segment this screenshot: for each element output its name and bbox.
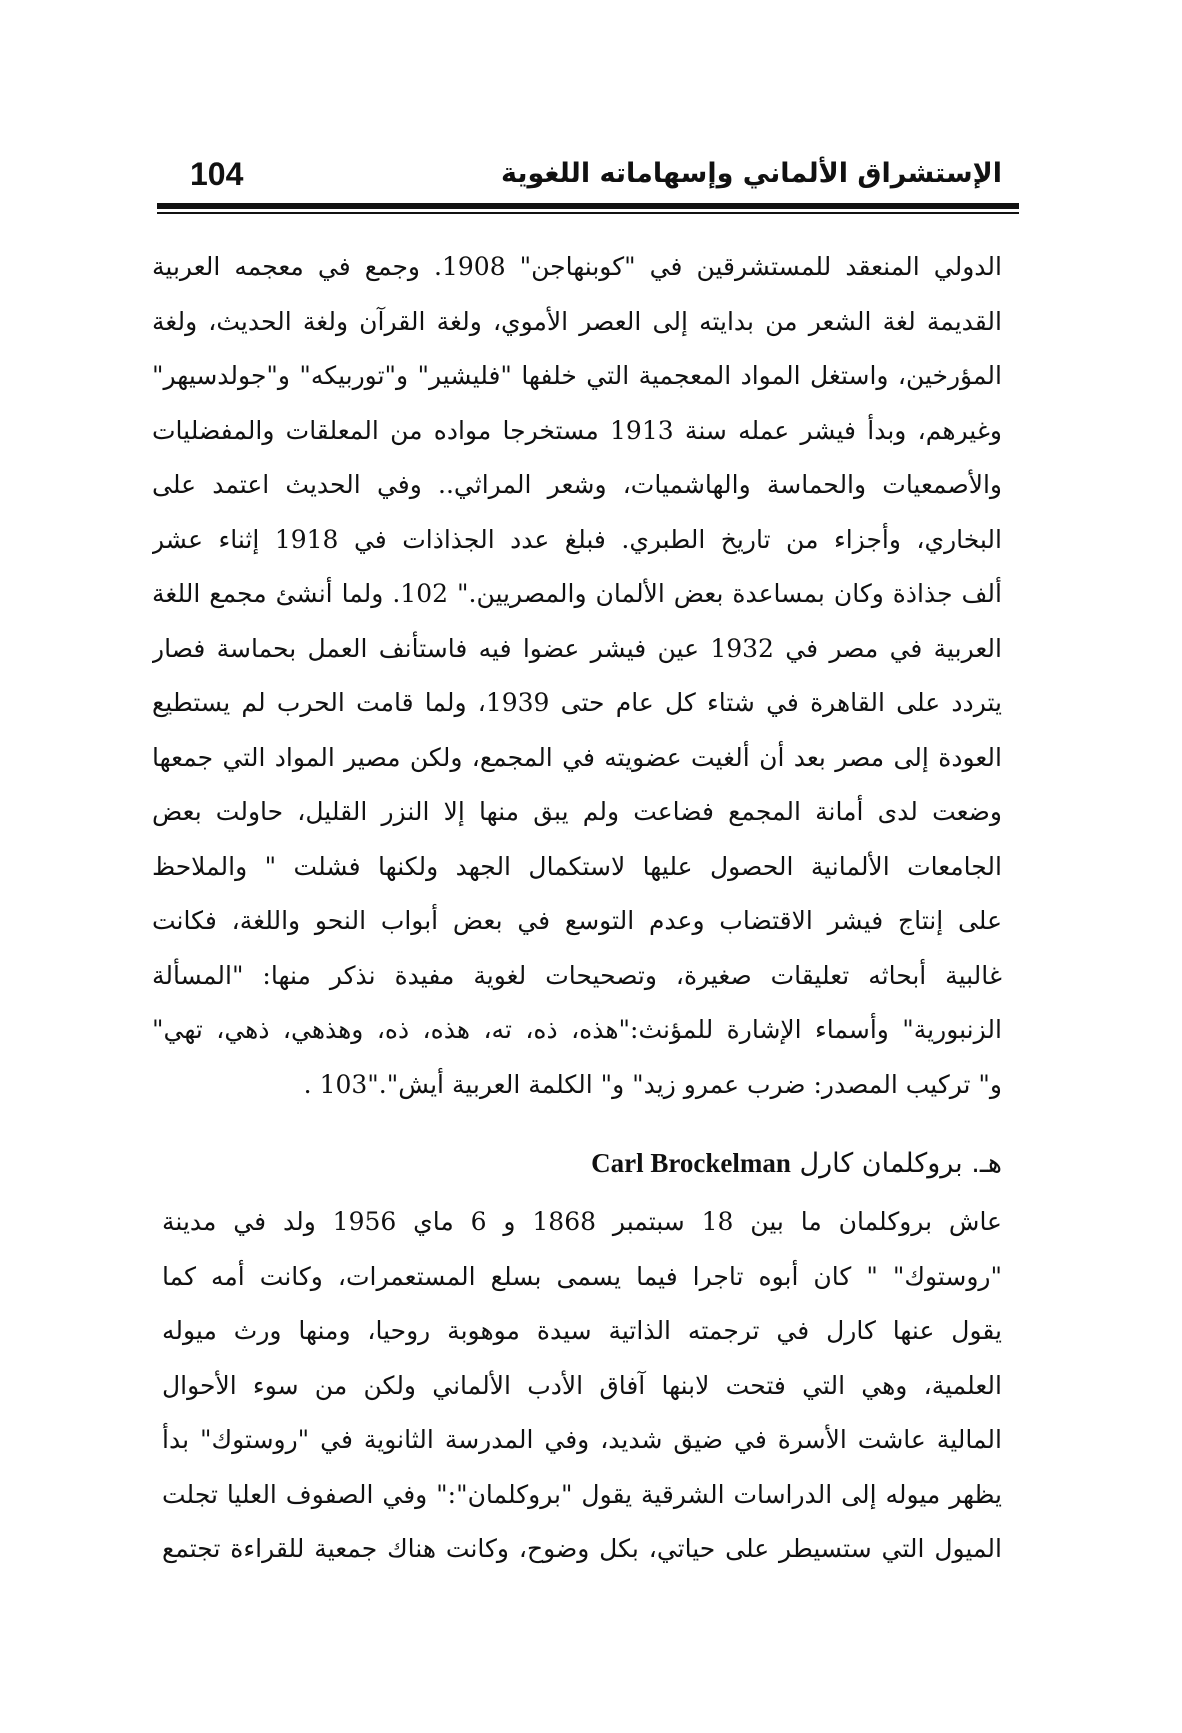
text-line: يقول عنها كارل في ترجمته الذاتية سيدة موهوبة روحيا، ومنها ورث ميوله [162, 1316, 1002, 1345]
text-line: و" تركيب المصدر: ضرب عمرو زيد" و" الكلمة العربية أيش"."103 . [303, 1069, 1002, 1099]
text-line: القديمة لغة الشعر من بدايته إلى العصر الأموي، ولغة القرآن ولغة الحديث، ولغة [152, 306, 1002, 336]
text-line: المؤرخين، واستغل المواد المعجمية التي خلفها "فليشير" و"توربيكه" و"جولدسيهر" [152, 361, 1002, 390]
text-line: العلمية، وهي التي فتحت لابنها آفاق الأدب الألماني ولكن من سوء الأحوال [162, 1370, 1002, 1400]
text-line: وضعت لدى أمانة المجمع فضاعت ولم يبق منها إلا النزر القليل، حاولت بعض [152, 797, 1002, 826]
section-heading-arabic: هـ. بروكلمان كارل [799, 1148, 1002, 1179]
text-line: المالية عاشت الأسرة في ضيق شديد، وفي المدرسة الثانوية في "روستوك" بدأ [162, 1425, 1002, 1454]
section-heading [591, 1148, 1002, 1179]
paragraph-fischer [152, 240, 1002, 1112]
text-line: الدولي المنعقد للمستشرقين في "كوبنهاجن" 1908. وجمع في معجمه العربية [152, 252, 1002, 281]
text-line: على إنتاج فيشر الاقتضاب وعدم التوسع في بعض أبواب النحو واللغة، فكانت [152, 906, 1002, 935]
text-line: العربية في مصر في 1932 عين فيشر عضوا فيه فاستأنف العمل بحماسة فصار [152, 633, 1002, 663]
text-line: ألف جذاذة وكان بمساعدة بعض الألمان والمصريين." 102. ولما أنشئ مجمع اللغة [152, 579, 1002, 608]
text-line: الزنبورية" وأسماء الإشارة للمؤنث:"هذه، ذه، ته، هذه، ذه، وهذهي، ذهي، تهي" [152, 1015, 1002, 1044]
text-line: غالبية أبحاثه تعليقات صغيرة، وتصحيحات لغوية مفيدة نذكر منها: "المسألة [152, 960, 1002, 990]
text-line: العودة إلى مصر بعد أن ألغيت عضويته في المجمع، ولكن مصير المواد التي جمعها [152, 742, 1002, 772]
page-number: 104 [190, 156, 244, 192]
text-line: عاش بروكلمان ما بين 18 سبتمبر 1868 و 6 ماي 1956 ولد في مدينة [162, 1207, 1002, 1236]
text-line: يظهر ميوله إلى الدراسات الشرقية يقول "بروكلمان":" وفي الصفوف العليا تجلت [162, 1479, 1002, 1509]
text-line: الميول التي ستسيطر على حياتي، بكل وضوح، وكانت هناك جمعية للقراءة تجتمع [162, 1534, 1002, 1563]
text-line: البخاري، وأجزاء من تاريخ الطبري. فبلغ عدد الجذاذات في 1918 إثناء عشر [152, 524, 1002, 554]
text-line: "روستوك" " كان أبوه تاجرا فيما يسمى بسلع المستعمرات، وكانت أمه كما [162, 1261, 1002, 1291]
header-rule-thin [157, 212, 1019, 214]
paragraph-brockelmann [162, 1195, 1002, 1577]
text-line: وغيرهم، وبدأ فيشر عمله سنة 1913 مستخرجا مواده من المعلقات والمفضليات [152, 415, 1002, 445]
header-rule-thick [157, 203, 1019, 209]
section-heading-latin: Carl Brockelman [591, 1148, 791, 1178]
text-line: يتردد على القاهرة في شتاء كل عام حتى 1939، ولما قامت الحرب لم يستطيع [152, 688, 1002, 717]
text-line: الجامعات الألمانية الحصول عليها لاستكمال الجهد ولكنها فشلت " والملاحظ [152, 851, 1002, 881]
text-line: والأصمعيات والحماسة والهاشميات، وشعر المراثي.. وفي الحديث اعتمد على [152, 470, 1002, 499]
running-title: الإستشراق الألماني وإسهاماته اللغوية [500, 158, 1002, 189]
